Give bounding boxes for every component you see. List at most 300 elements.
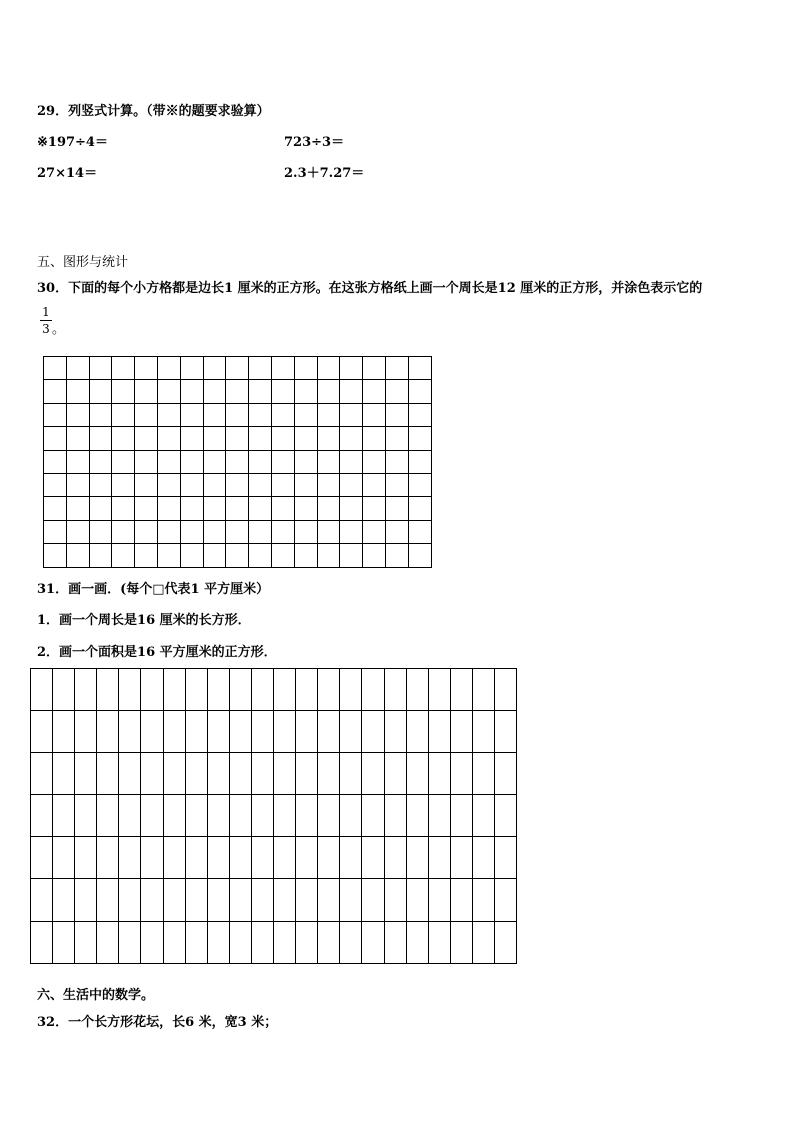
grid-cell[interactable] [251, 711, 273, 753]
grid-cell[interactable] [180, 497, 203, 520]
grid-cell[interactable] [274, 669, 296, 711]
grid-cell[interactable] [317, 473, 340, 496]
grid-cell[interactable] [428, 921, 450, 963]
grid-cell[interactable] [494, 753, 516, 795]
grid-cell[interactable] [472, 879, 494, 921]
grid-cell[interactable] [226, 520, 249, 543]
grid-cell[interactable] [318, 711, 340, 753]
grid-cell[interactable] [75, 795, 97, 837]
grid-cell[interactable] [317, 497, 340, 520]
grid-cell[interactable] [362, 879, 384, 921]
grid-cell[interactable] [251, 921, 273, 963]
grid-cell[interactable] [408, 380, 431, 403]
grid-cell[interactable] [229, 795, 251, 837]
grid-cell[interactable] [294, 473, 317, 496]
grid-cell[interactable] [362, 753, 384, 795]
grid-cell[interactable] [363, 450, 386, 473]
grid-cell[interactable] [163, 669, 185, 711]
grid-cell[interactable] [317, 380, 340, 403]
grid-cell[interactable] [229, 669, 251, 711]
grid-cell[interactable] [317, 357, 340, 380]
grid-cell[interactable] [428, 669, 450, 711]
grid-cell[interactable] [31, 795, 53, 837]
grid-cell[interactable] [89, 473, 112, 496]
grid-cell[interactable] [97, 879, 119, 921]
grid-cell[interactable] [271, 544, 294, 567]
grid-cell[interactable] [44, 450, 67, 473]
grid-cell[interactable] [296, 753, 318, 795]
grid-cell[interactable] [384, 753, 406, 795]
grid-cell[interactable] [53, 753, 75, 795]
grid-cell[interactable] [66, 520, 89, 543]
grid-cell[interactable] [450, 837, 472, 879]
grid-cell[interactable] [385, 427, 408, 450]
grid-cell[interactable] [384, 669, 406, 711]
grid-cell[interactable] [203, 380, 226, 403]
grid-cell[interactable] [271, 520, 294, 543]
grid-cell[interactable] [408, 520, 431, 543]
grid-cell[interactable] [271, 357, 294, 380]
grid-cell[interactable] [340, 711, 362, 753]
grid-cell[interactable] [66, 497, 89, 520]
grid-cell[interactable] [157, 544, 180, 567]
grid-cell[interactable] [296, 837, 318, 879]
grid-cell[interactable] [340, 497, 363, 520]
grid-cell[interactable] [185, 921, 207, 963]
grid-cell[interactable] [157, 357, 180, 380]
grid-cell[interactable] [385, 380, 408, 403]
grid-cell[interactable] [180, 473, 203, 496]
grid-cell[interactable] [294, 544, 317, 567]
grid-cell[interactable] [318, 795, 340, 837]
grid-cell[interactable] [89, 403, 112, 426]
grid-cell[interactable] [494, 837, 516, 879]
grid-cell[interactable] [274, 879, 296, 921]
grid-cell[interactable] [274, 795, 296, 837]
grid-cell[interactable] [141, 753, 163, 795]
grid-cell[interactable] [406, 837, 428, 879]
grid-cell[interactable] [274, 753, 296, 795]
grid-cell[interactable] [251, 753, 273, 795]
grid-cell[interactable] [296, 921, 318, 963]
grid-cell[interactable] [317, 520, 340, 543]
grid-cell[interactable] [294, 403, 317, 426]
grid-cell[interactable] [494, 879, 516, 921]
grid-cell[interactable] [157, 450, 180, 473]
grid-cell[interactable] [229, 711, 251, 753]
grid-cell[interactable] [53, 711, 75, 753]
grid-cell[interactable] [271, 497, 294, 520]
grid-cell[interactable] [317, 544, 340, 567]
grid-cell[interactable] [340, 544, 363, 567]
grid-cell[interactable] [207, 795, 229, 837]
grid-cell[interactable] [385, 544, 408, 567]
grid-cell[interactable] [203, 357, 226, 380]
grid-cell[interactable] [318, 837, 340, 879]
grid-cell[interactable] [119, 921, 141, 963]
grid-cell[interactable] [472, 753, 494, 795]
grid-cell[interactable] [66, 427, 89, 450]
grid-cell[interactable] [226, 403, 249, 426]
grid-cell[interactable] [141, 795, 163, 837]
grid-cell[interactable] [31, 879, 53, 921]
grid-cell[interactable] [97, 795, 119, 837]
grid-cell[interactable] [249, 497, 272, 520]
grid-cell[interactable] [75, 669, 97, 711]
grid-cell[interactable] [294, 450, 317, 473]
grid-cell[interactable] [141, 711, 163, 753]
grid-cell[interactable] [340, 669, 362, 711]
grid-cell[interactable] [31, 711, 53, 753]
grid-cell[interactable] [408, 497, 431, 520]
grid-cell[interactable] [340, 520, 363, 543]
grid-cell[interactable] [44, 497, 67, 520]
grid-cell[interactable] [66, 544, 89, 567]
grid-cell[interactable] [450, 669, 472, 711]
grid-cell[interactable] [363, 403, 386, 426]
grid-cell[interactable] [97, 711, 119, 753]
grid-cell[interactable] [340, 753, 362, 795]
grid-cell[interactable] [119, 669, 141, 711]
grid-cell[interactable] [226, 450, 249, 473]
grid-cell[interactable] [135, 380, 158, 403]
grid-cell[interactable] [450, 795, 472, 837]
grid-cell[interactable] [494, 711, 516, 753]
grid-cell[interactable] [406, 879, 428, 921]
grid-cell[interactable] [203, 473, 226, 496]
grid-cell[interactable] [226, 473, 249, 496]
square-grid-paper[interactable] [43, 356, 432, 568]
grid-cell[interactable] [472, 795, 494, 837]
grid-cell[interactable] [294, 497, 317, 520]
grid-cell[interactable] [472, 669, 494, 711]
grid-cell[interactable] [385, 357, 408, 380]
grid-cell[interactable] [271, 473, 294, 496]
grid-cell[interactable] [249, 357, 272, 380]
grid-cell[interactable] [207, 669, 229, 711]
grid-cell[interactable] [363, 427, 386, 450]
grid-cell[interactable] [163, 795, 185, 837]
grid-cell[interactable] [66, 450, 89, 473]
rectangle-grid-paper[interactable] [30, 668, 517, 964]
grid-cell[interactable] [135, 497, 158, 520]
grid-cell[interactable] [251, 795, 273, 837]
grid-cell[interactable] [44, 403, 67, 426]
grid-cell[interactable] [141, 879, 163, 921]
grid-cell[interactable] [203, 544, 226, 567]
grid-cell[interactable] [53, 837, 75, 879]
grid-cell[interactable] [89, 380, 112, 403]
grid-cell[interactable] [249, 380, 272, 403]
grid-cell[interactable] [135, 450, 158, 473]
grid-cell[interactable] [180, 427, 203, 450]
grid-cell[interactable] [180, 450, 203, 473]
grid-cell[interactable] [112, 427, 135, 450]
grid-cell[interactable] [494, 795, 516, 837]
grid-cell[interactable] [384, 879, 406, 921]
grid-cell[interactable] [135, 520, 158, 543]
grid-cell[interactable] [207, 921, 229, 963]
grid-cell[interactable] [75, 921, 97, 963]
grid-cell[interactable] [271, 427, 294, 450]
grid-cell[interactable] [363, 473, 386, 496]
grid-cell[interactable] [340, 403, 363, 426]
grid-cell[interactable] [294, 380, 317, 403]
grid-cell[interactable] [135, 357, 158, 380]
grid-cell[interactable] [226, 427, 249, 450]
grid-cell[interactable] [406, 753, 428, 795]
grid-cell[interactable] [340, 450, 363, 473]
grid-cell[interactable] [44, 427, 67, 450]
grid-cell[interactable] [340, 380, 363, 403]
grid-cell[interactable] [318, 921, 340, 963]
grid-cell[interactable] [112, 544, 135, 567]
grid-cell[interactable] [318, 753, 340, 795]
grid-cell[interactable] [317, 427, 340, 450]
grid-cell[interactable] [203, 403, 226, 426]
grid-cell[interactable] [317, 403, 340, 426]
grid-cell[interactable] [31, 837, 53, 879]
grid-cell[interactable] [249, 473, 272, 496]
grid-cell[interactable] [180, 544, 203, 567]
grid-cell[interactable] [472, 837, 494, 879]
grid-cell[interactable] [89, 544, 112, 567]
grid-cell[interactable] [119, 879, 141, 921]
grid-cell[interactable] [294, 357, 317, 380]
grid-cell[interactable] [318, 879, 340, 921]
grid-cell[interactable] [340, 837, 362, 879]
grid-cell[interactable] [384, 837, 406, 879]
grid-cell[interactable] [296, 669, 318, 711]
grid-cell[interactable] [362, 711, 384, 753]
grid-cell[interactable] [119, 753, 141, 795]
grid-cell[interactable] [428, 879, 450, 921]
grid-cell[interactable] [385, 403, 408, 426]
grid-cell[interactable] [296, 795, 318, 837]
grid-cell[interactable] [44, 357, 67, 380]
grid-cell[interactable] [157, 520, 180, 543]
grid-cell[interactable] [340, 921, 362, 963]
grid-cell[interactable] [141, 837, 163, 879]
grid-cell[interactable] [185, 711, 207, 753]
grid-cell[interactable] [494, 921, 516, 963]
grid-cell[interactable] [163, 921, 185, 963]
grid-cell[interactable] [185, 753, 207, 795]
grid-cell[interactable] [296, 879, 318, 921]
grid-cell[interactable] [141, 669, 163, 711]
grid-cell[interactable] [31, 921, 53, 963]
grid-cell[interactable] [207, 711, 229, 753]
grid-cell[interactable] [157, 380, 180, 403]
grid-cell[interactable] [384, 795, 406, 837]
grid-cell[interactable] [408, 544, 431, 567]
grid-cell[interactable] [207, 837, 229, 879]
grid-cell[interactable] [203, 520, 226, 543]
grid-cell[interactable] [157, 427, 180, 450]
grid-cell[interactable] [157, 497, 180, 520]
grid-cell[interactable] [384, 711, 406, 753]
grid-cell[interactable] [203, 497, 226, 520]
grid-cell[interactable] [180, 357, 203, 380]
grid-cell[interactable] [89, 497, 112, 520]
grid-cell[interactable] [362, 669, 384, 711]
grid-cell[interactable] [406, 669, 428, 711]
grid-cell[interactable] [363, 520, 386, 543]
grid-cell[interactable] [135, 427, 158, 450]
grid-cell[interactable] [185, 669, 207, 711]
grid-cell[interactable] [112, 450, 135, 473]
grid-cell[interactable] [53, 795, 75, 837]
grid-cell[interactable] [406, 921, 428, 963]
grid-cell[interactable] [362, 837, 384, 879]
grid-cell[interactable] [363, 497, 386, 520]
grid-cell[interactable] [112, 520, 135, 543]
grid-cell[interactable] [428, 837, 450, 879]
grid-cell[interactable] [185, 795, 207, 837]
grid-cell[interactable] [363, 380, 386, 403]
grid-cell[interactable] [163, 837, 185, 879]
grid-cell[interactable] [340, 879, 362, 921]
grid-cell[interactable] [226, 544, 249, 567]
grid-cell[interactable] [31, 753, 53, 795]
grid-cell[interactable] [229, 921, 251, 963]
grid-cell[interactable] [340, 427, 363, 450]
grid-cell[interactable] [207, 879, 229, 921]
grid-cell[interactable] [384, 921, 406, 963]
grid-cell[interactable] [271, 450, 294, 473]
grid-cell[interactable] [112, 380, 135, 403]
grid-cell[interactable] [494, 669, 516, 711]
grid-cell[interactable] [89, 427, 112, 450]
grid-cell[interactable] [249, 544, 272, 567]
grid-cell[interactable] [112, 357, 135, 380]
grid-cell[interactable] [75, 879, 97, 921]
grid-cell[interactable] [66, 473, 89, 496]
grid-cell[interactable] [271, 380, 294, 403]
grid-cell[interactable] [185, 837, 207, 879]
grid-cell[interactable] [472, 711, 494, 753]
grid-cell[interactable] [317, 450, 340, 473]
grid-cell[interactable] [385, 497, 408, 520]
grid-cell[interactable] [249, 403, 272, 426]
grid-cell[interactable] [89, 357, 112, 380]
grid-cell[interactable] [163, 879, 185, 921]
grid-cell[interactable] [119, 711, 141, 753]
grid-cell[interactable] [428, 753, 450, 795]
grid-cell[interactable] [251, 879, 273, 921]
grid-cell[interactable] [119, 837, 141, 879]
grid-cell[interactable] [97, 921, 119, 963]
grid-cell[interactable] [249, 450, 272, 473]
grid-cell[interactable] [97, 753, 119, 795]
grid-cell[interactable] [180, 403, 203, 426]
grid-cell[interactable] [428, 795, 450, 837]
grid-cell[interactable] [135, 544, 158, 567]
grid-cell[interactable] [385, 520, 408, 543]
grid-cell[interactable] [408, 403, 431, 426]
grid-cell[interactable] [53, 669, 75, 711]
grid-cell[interactable] [44, 473, 67, 496]
grid-cell[interactable] [66, 403, 89, 426]
grid-cell[interactable] [408, 357, 431, 380]
grid-cell[interactable] [203, 427, 226, 450]
grid-cell[interactable] [141, 921, 163, 963]
grid-cell[interactable] [363, 544, 386, 567]
grid-cell[interactable] [294, 520, 317, 543]
grid-cell[interactable] [163, 711, 185, 753]
grid-cell[interactable] [472, 921, 494, 963]
grid-cell[interactable] [163, 753, 185, 795]
grid-cell[interactable] [340, 795, 362, 837]
grid-cell[interactable] [385, 473, 408, 496]
grid-cell[interactable] [44, 544, 67, 567]
grid-cell[interactable] [274, 837, 296, 879]
grid-cell[interactable] [135, 403, 158, 426]
grid-cell[interactable] [75, 711, 97, 753]
grid-cell[interactable] [31, 669, 53, 711]
grid-cell[interactable] [340, 473, 363, 496]
grid-cell[interactable] [44, 380, 67, 403]
grid-cell[interactable] [251, 669, 273, 711]
grid-cell[interactable] [112, 403, 135, 426]
grid-cell[interactable] [97, 837, 119, 879]
grid-cell[interactable] [450, 753, 472, 795]
grid-cell[interactable] [75, 837, 97, 879]
grid-cell[interactable] [408, 473, 431, 496]
grid-cell[interactable] [157, 473, 180, 496]
grid-cell[interactable] [226, 380, 249, 403]
grid-cell[interactable] [135, 473, 158, 496]
grid-cell[interactable] [229, 837, 251, 879]
grid-cell[interactable] [362, 795, 384, 837]
grid-cell[interactable] [66, 380, 89, 403]
grid-cell[interactable] [249, 427, 272, 450]
grid-cell[interactable] [44, 520, 67, 543]
grid-cell[interactable] [406, 711, 428, 753]
grid-cell[interactable] [119, 795, 141, 837]
grid-cell[interactable] [229, 753, 251, 795]
grid-cell[interactable] [53, 921, 75, 963]
grid-cell[interactable] [207, 753, 229, 795]
grid-cell[interactable] [450, 879, 472, 921]
grid-cell[interactable] [185, 879, 207, 921]
grid-cell[interactable] [180, 380, 203, 403]
grid-cell[interactable] [157, 403, 180, 426]
grid-cell[interactable] [450, 711, 472, 753]
grid-cell[interactable] [249, 520, 272, 543]
grid-cell[interactable] [203, 450, 226, 473]
grid-cell[interactable] [294, 427, 317, 450]
grid-cell[interactable] [112, 497, 135, 520]
grid-cell[interactable] [226, 497, 249, 520]
grid-cell[interactable] [362, 921, 384, 963]
grid-cell[interactable] [97, 669, 119, 711]
grid-cell[interactable] [89, 520, 112, 543]
grid-cell[interactable] [274, 921, 296, 963]
grid-cell[interactable] [75, 753, 97, 795]
grid-cell[interactable] [296, 711, 318, 753]
grid-cell[interactable] [229, 879, 251, 921]
grid-cell[interactable] [363, 357, 386, 380]
grid-cell[interactable] [112, 473, 135, 496]
grid-cell[interactable] [385, 450, 408, 473]
grid-cell[interactable] [89, 450, 112, 473]
grid-cell[interactable] [274, 711, 296, 753]
grid-cell[interactable] [53, 879, 75, 921]
grid-cell[interactable] [428, 711, 450, 753]
grid-cell[interactable] [408, 427, 431, 450]
grid-cell[interactable] [180, 520, 203, 543]
